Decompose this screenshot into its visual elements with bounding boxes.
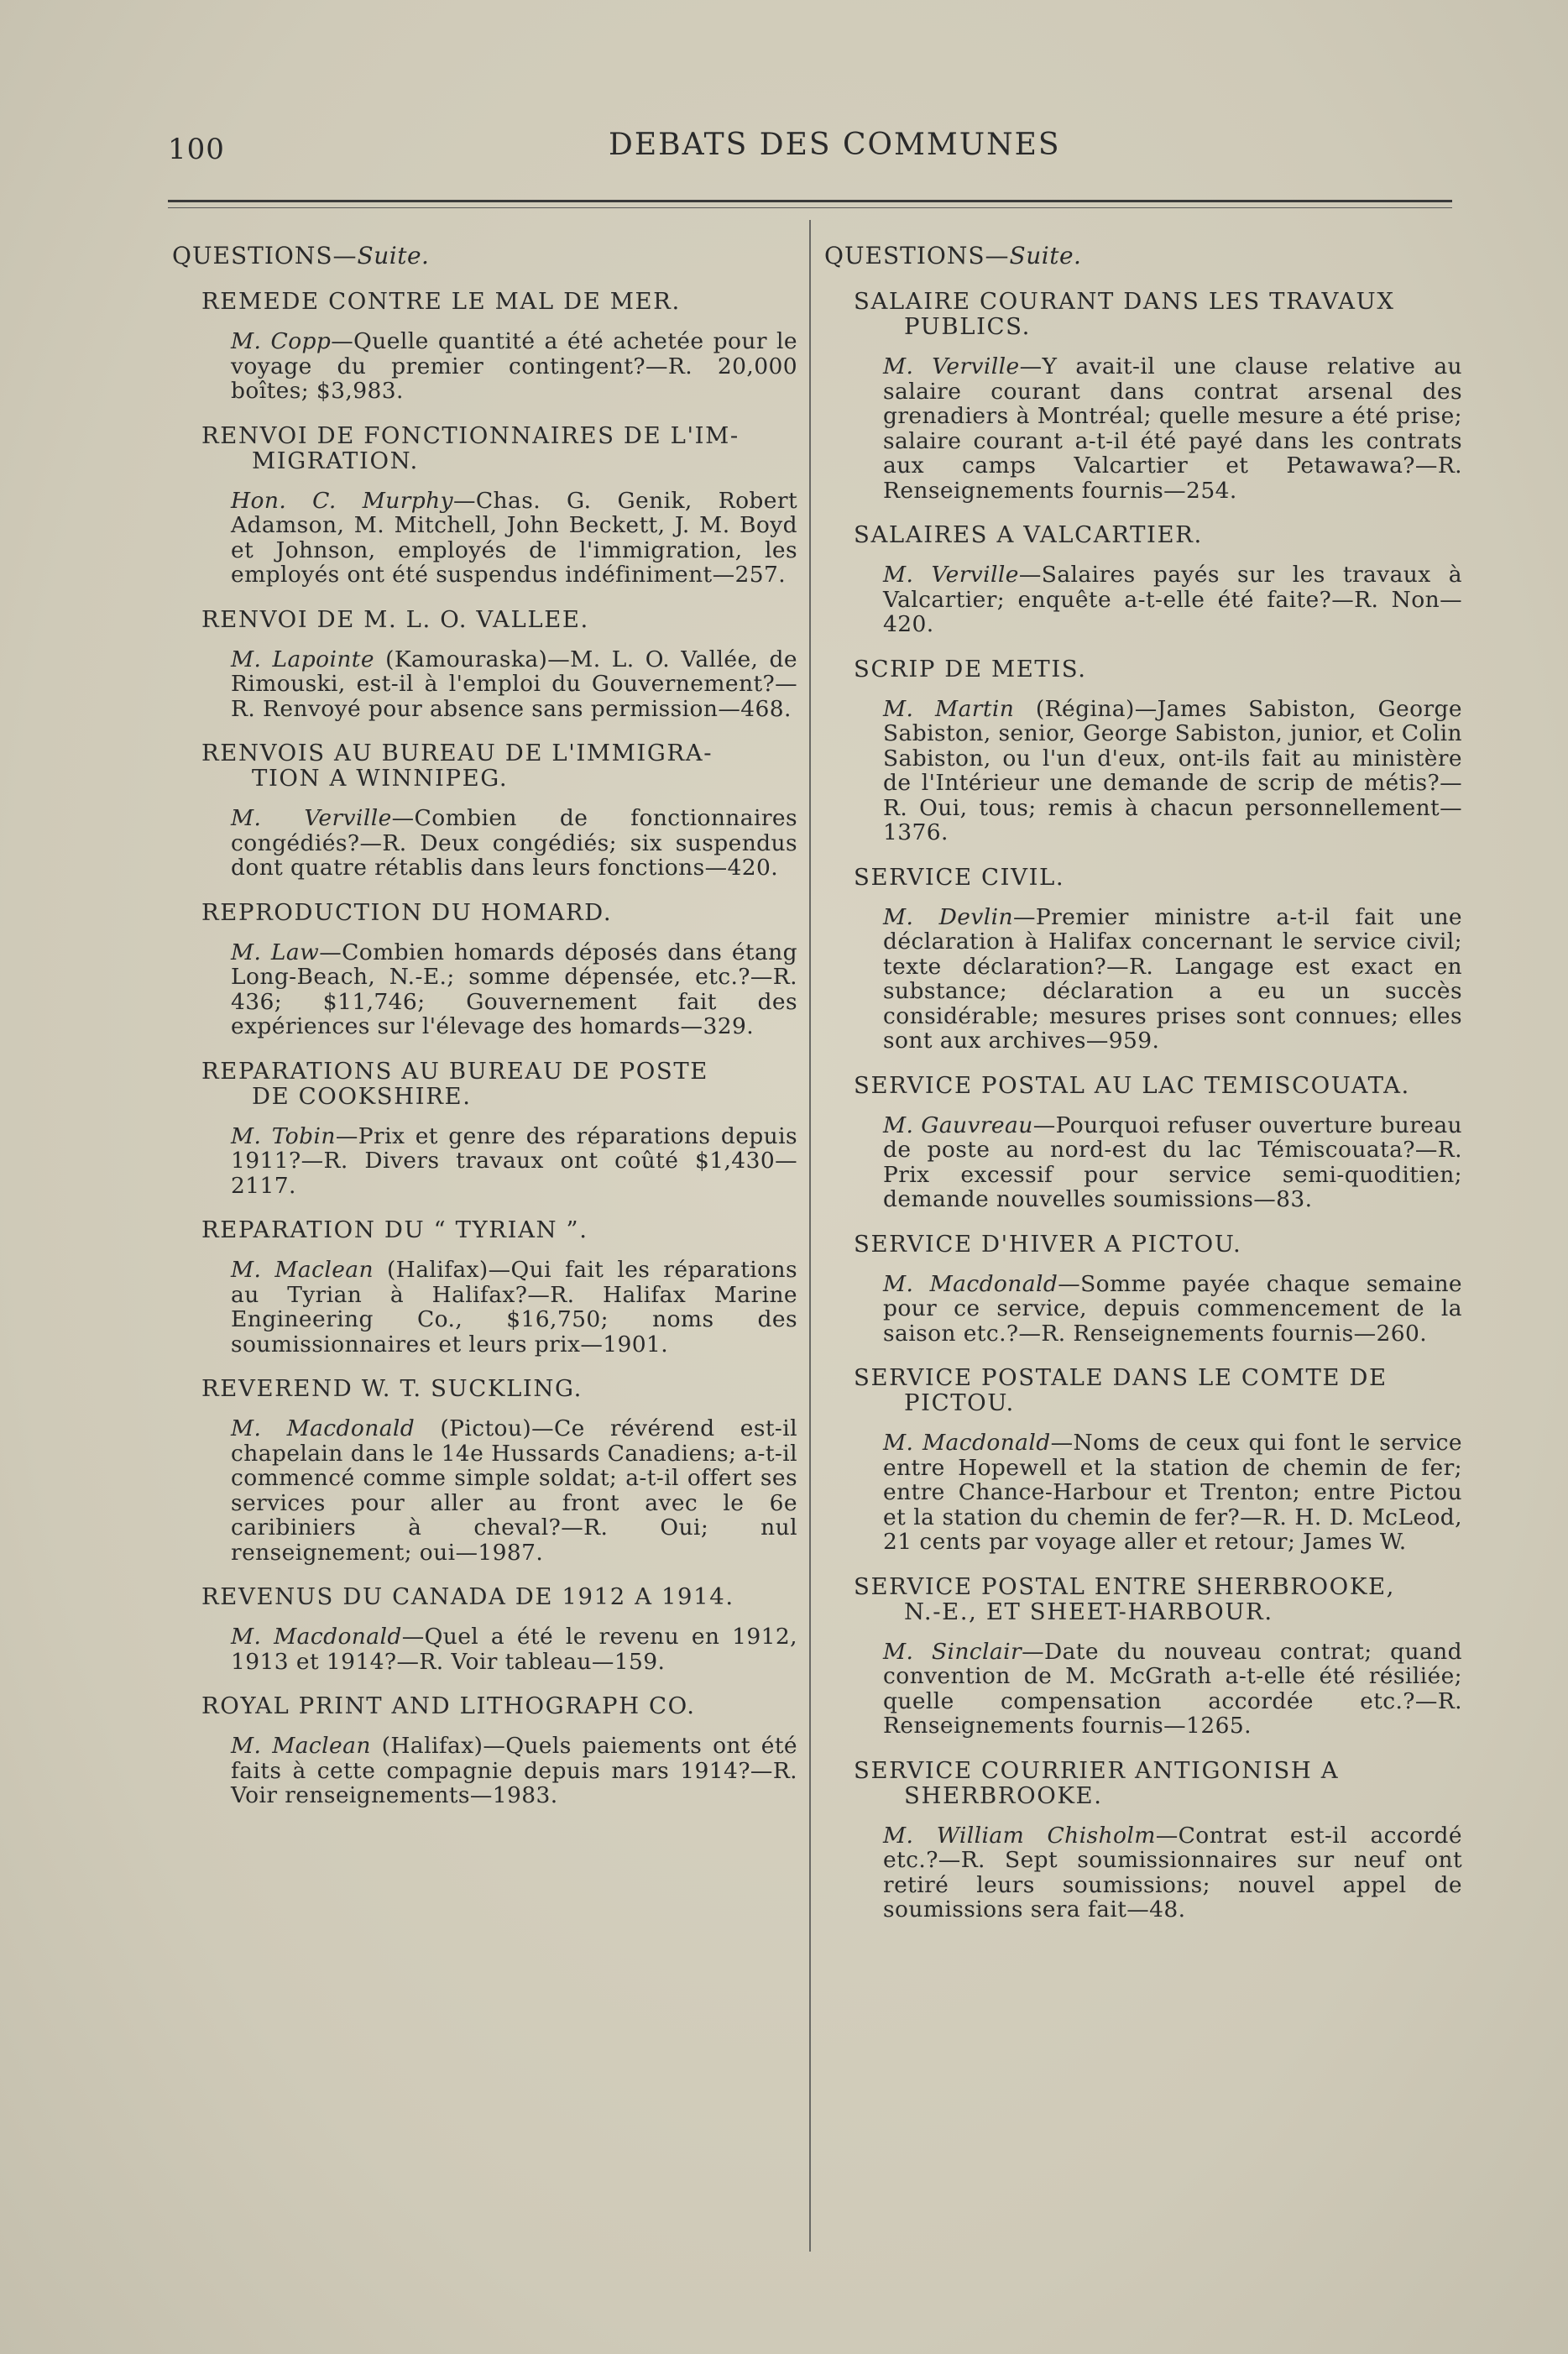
running-title: DEBATS DES COMMUNES <box>609 128 1061 162</box>
entry-heading <box>172 1059 797 1109</box>
left-column <box>172 243 797 1828</box>
entry-heading-text: SERVICE D'HIVER A PICTOU. <box>854 1230 1242 1258</box>
column-divider <box>809 220 811 2252</box>
entry-text: —Quel a été le revenu en 1912, 1913 et 1914?—R. Voir tableau—159. <box>231 1624 798 1675</box>
entry-heading-continuation: PUBLICS. <box>904 313 1031 340</box>
entry-heading <box>172 1376 797 1401</box>
entry-text: (Kamouraska)—M. L. O. Vallée, de Rimouski, est-il à l'emploi du Gouvernement?—R. Renvoyé pour absence sans permission—468. <box>231 646 797 722</box>
entry-heading-text: SCRIP DE METIS. <box>854 655 1087 683</box>
question-entry <box>172 289 797 404</box>
question-entry <box>172 1059 797 1199</box>
entry-text: —Combien de fonctionnaires congédiés?—R. Deux congédiés; six suspendus dont quatre rétablis dans leurs fonctions—420. <box>231 805 797 881</box>
entry-text: —Salaires payés sur les travaux à Valcartier; enquête a-t-elle été faite?—R. Non—420. <box>883 562 1462 637</box>
continued-suffix: Suite. <box>1009 242 1082 269</box>
entry-body <box>172 647 797 722</box>
entry-heading-continuation: N.-E., ET SHEET-HARBOUR. <box>904 1598 1273 1625</box>
entry-heading-text: RENVOIS AU BUREAU DE L'IMMIGRA- <box>201 740 713 766</box>
entry-body <box>824 1823 1462 1922</box>
continued-label: QUESTIONS— <box>172 242 358 269</box>
entry-heading-continuation: MIGRATION. <box>252 447 419 474</box>
entry-heading <box>824 1365 1462 1415</box>
speaker-name: M. Martin <box>883 695 1015 722</box>
entry-text: (Pictou)—Ce révérend est-il chapelain dans le 14e Hussards Canadiens; a-t-il commencé comme simple soldat; a-t-il offert ses services pour aller au front avec le 6e caribiniers à cheval?—R. Oui; nul renseignement; oui—1987. <box>231 1415 797 1566</box>
entry-body <box>172 1734 797 1808</box>
entry-text: (Halifax)—Quels paiements ont été faits à cette compagnie depuis mars 1914?—R. Voir renseignements—1983. <box>231 1733 797 1808</box>
speaker-name: M. Verville <box>883 562 1019 588</box>
entry-body <box>172 1258 797 1357</box>
entry-heading-continuation: DE COOKSHIRE. <box>252 1082 472 1110</box>
entry-text: —Contrat est-il accordé etc.?—R. Sept soumissionnaires sur neuf ont retiré leurs soumissions; nouvel appel de soumissions sera fait—48. <box>883 1822 1463 1922</box>
question-entry <box>172 1693 797 1808</box>
entry-body <box>824 562 1462 637</box>
entry-text: —Combien homards déposés dans étang Long-Beach, N.-E.; somme dépensée, etc.?—R. 436; $11,746; Gouvernement fait des expériences sur l'élevage des homards—329. <box>231 939 797 1039</box>
question-entry <box>172 900 797 1039</box>
speaker-name: M. Gauvreau <box>883 1112 1033 1138</box>
entry-body <box>824 1640 1462 1739</box>
entry-text: (Régina)—James Sabiston, George Sabiston, senior, George Sabiston, junior, et Colin Sabiston, ou l'un d'eux, ont-ils fait au ministère de l'Intérieur une demande de scrip de métis?—R. Oui, tous; remis à chacun personnellement—1376. <box>883 695 1463 845</box>
question-entry <box>824 289 1462 503</box>
entry-heading <box>824 522 1462 547</box>
entry-heading-continuation: TION A WINNIPEG. <box>252 765 509 792</box>
entry-heading-text: REPARATIONS AU BUREAU DE POSTE <box>201 1057 708 1085</box>
entry-text: (Halifax)—Qui fait les réparations au Tyrian à Halifax?—R. Halifax Marine Engineering Co., $16,750; noms des soumissionnaires et leurs prix—1901. <box>231 1257 797 1357</box>
question-entry <box>172 607 797 722</box>
entry-body <box>172 806 797 881</box>
question-entry <box>172 740 797 881</box>
question-entry <box>824 1232 1462 1347</box>
entry-heading-text: RENVOI DE M. L. O. VALLEE. <box>201 605 589 633</box>
question-entry <box>824 1574 1462 1739</box>
question-entry <box>824 1365 1462 1555</box>
entry-heading-text: REMEDE CONTRE LE MAL DE MER. <box>201 288 681 315</box>
header-rule <box>168 200 1452 202</box>
entry-text: —Y avait-il une clause relative au salaire courant dans contrat arsenal des grenadiers à Montréal; quelle mesure a été prise; salaire courant a-t-il été payé dans les contrats aux camps Valcartier et Petawawa?—R. Renseignements fournis—254. <box>883 353 1462 504</box>
continued-suffix: Suite. <box>357 242 430 269</box>
entry-heading-text: REPARATION DU “ TYRIAN ”. <box>201 1216 588 1243</box>
entry-body <box>824 905 1462 1054</box>
entry-heading <box>824 1232 1462 1257</box>
speaker-name: M. Law <box>231 939 320 965</box>
entry-body <box>172 1124 797 1199</box>
speaker-name: M. Lapointe <box>231 646 374 672</box>
entry-text: —Quelle quantité a été achetée pour le voyage du premier contingent?—R. 20,000 boîtes; $3,983. <box>231 328 797 404</box>
speaker-name: M. Verville <box>883 353 1020 379</box>
entry-heading <box>172 1693 797 1718</box>
continued-heading <box>824 243 1462 269</box>
continued-label: QUESTIONS— <box>824 242 1010 269</box>
question-entry <box>824 1073 1462 1212</box>
question-entry <box>824 865 1462 1054</box>
speaker-name: M. Devlin <box>883 903 1013 930</box>
entry-heading <box>172 423 797 473</box>
entry-heading-text: SERVICE CIVIL. <box>854 863 1065 891</box>
entry-body <box>172 1624 797 1674</box>
speaker-name: M. Maclean <box>231 1733 371 1759</box>
entry-heading <box>824 1758 1462 1808</box>
entry-heading-continuation: SHERBROOKE. <box>904 1781 1103 1809</box>
entry-heading <box>824 657 1462 682</box>
left-sections <box>172 289 797 1808</box>
entry-heading <box>824 1073 1462 1098</box>
entry-body <box>824 697 1462 845</box>
entry-body <box>824 354 1462 503</box>
entry-heading-text: RENVOI DE FONCTIONNAIRES DE L'IM- <box>201 421 740 449</box>
entry-text: —Somme payée chaque semaine pour ce service, depuis commencement de la saison etc.?—R. Renseignements fournis—260. <box>883 1270 1463 1347</box>
right-sections <box>824 289 1462 1922</box>
speaker-name: M. Macdonald <box>883 1430 1051 1456</box>
entry-heading <box>172 740 797 791</box>
speaker-name: Hon. C. Murphy <box>231 487 453 514</box>
entry-body <box>172 489 797 588</box>
entry-text: —Noms de ceux qui font le service entre Hopewell et la station de chemin de fer; entre Chance-Harbour et Trenton; entre Pictou et la station du chemin de fer?—R. H. D. McLeod, 21 cents par voyage aller et retour; James W. <box>883 1430 1463 1555</box>
entry-heading <box>824 289 1462 339</box>
entry-text: —Date du nouveau contrat; quand convention de M. McGrath a-t-elle été résiliée; quelle compensation accordée etc.?—R. Renseignements fournis—1265. <box>883 1638 1462 1739</box>
speaker-name: M. Macdonald <box>883 1270 1058 1297</box>
speaker-name: M. Copp <box>231 328 332 354</box>
entry-heading-text: ROYAL PRINT AND LITHOGRAPH CO. <box>201 1692 696 1719</box>
entry-heading-text: SERVICE COURRIER ANTIGONISH A <box>854 1756 1340 1784</box>
speaker-name: M. Maclean <box>231 1257 374 1283</box>
question-entry <box>172 1584 797 1674</box>
question-entry <box>172 1376 797 1565</box>
entry-heading-text: SERVICE POSTALE DANS LE COMTE DE <box>854 1364 1388 1391</box>
entry-body <box>824 1113 1462 1212</box>
entry-heading <box>824 865 1462 890</box>
entry-text: —Prix et genre des réparations depuis 1911?—R. Divers travaux ont coûté $1,430—2117. <box>231 1122 797 1199</box>
entry-body <box>172 329 797 404</box>
entry-body <box>824 1431 1462 1555</box>
speaker-name: M. Macdonald <box>231 1415 416 1441</box>
entry-heading-text: SALAIRE COURANT DANS LES TRAVAUX <box>854 288 1395 315</box>
entry-heading-text: SALAIRES A VALCARTIER. <box>854 521 1203 548</box>
speaker-name: M. Tobin <box>231 1122 336 1149</box>
entry-heading-text: REVEREND W. T. SUCKLING. <box>201 1375 583 1402</box>
speaker-name: M. Verville <box>231 805 392 831</box>
right-column <box>824 243 1462 1942</box>
entry-text: —Chas. G. Genik, Robert Adamson, M. Mitchell, John Beckett, J. M. Boyd et Johnson, employés de l'immigration, les employés ont été suspendus indéfiniment—257. <box>231 487 797 588</box>
entry-heading <box>172 607 797 632</box>
page-number: 100 <box>168 133 225 166</box>
speaker-name: M. Sinclair <box>883 1638 1022 1665</box>
question-entry <box>172 423 797 588</box>
entry-body <box>172 1416 797 1565</box>
continued-heading <box>172 243 797 269</box>
header-rule-thin <box>168 207 1452 208</box>
speaker-name: M. Macdonald <box>231 1624 402 1650</box>
question-entry <box>824 522 1462 637</box>
entry-heading-text: SERVICE POSTAL ENTRE SHERBROOKE, <box>854 1572 1395 1600</box>
entry-body <box>824 1272 1462 1347</box>
entry-heading-text: REVENUS DU CANADA DE 1912 A 1914. <box>201 1583 734 1610</box>
question-entry <box>824 1758 1462 1922</box>
entry-heading-text: REPRODUCTION DU HOMARD. <box>201 898 613 926</box>
entry-heading-text: SERVICE POSTAL AU LAC TEMISCOUATA. <box>854 1071 1410 1099</box>
entry-heading <box>172 900 797 925</box>
entry-body <box>172 940 797 1039</box>
entry-text: —Pourquoi refuser ouverture bureau de poste au nord-est du lac Témiscouata?—R. Prix excessif pour service semi-quoditien; demande nouvelles soumissions—83. <box>883 1112 1463 1212</box>
question-entry <box>824 657 1462 845</box>
entry-heading <box>172 1584 797 1609</box>
entry-text: —Premier ministre a-t-il fait une déclaration à Halifax concernant le service civil; texte déclaration?—R. Langage est exact en substance; déclaration a eu un succès considérable; mesures prises sont connues; elles sont aux archives—959. <box>883 903 1463 1054</box>
entry-heading-continuation: PICTOU. <box>904 1389 1015 1416</box>
entry-heading <box>824 1574 1462 1624</box>
entry-heading <box>172 289 797 314</box>
speaker-name: M. William Chisholm <box>883 1822 1156 1849</box>
entry-heading <box>172 1217 797 1242</box>
question-entry <box>172 1217 797 1357</box>
